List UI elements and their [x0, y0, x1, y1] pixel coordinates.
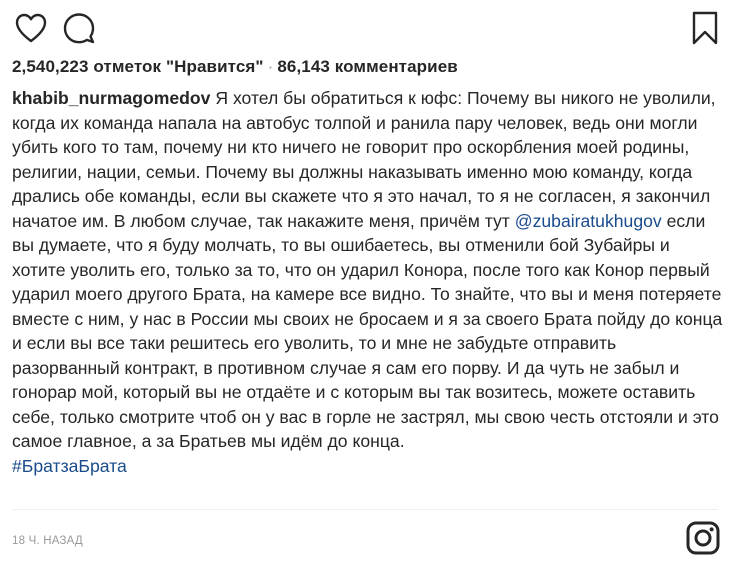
caption-text-part1: Я хотел бы обратиться к юфс: Почему вы никого не уволили, когда их команда напала на автобус толпой и ранила пару человек, ведь они могли убить кого то там, почему ни кто ничего не говорит про оскорбления моей родины, религии, нации, семьи. Почему вы должны наказывать именно мою команду, когда дрались обе команды, если вы скажете что я это начал, то я не согласен, я закончил начатое им. В любом случае, так накажите меня, причём тут: [12, 88, 716, 231]
post-stats: [12, 57, 458, 77]
instagram-icon[interactable]: [686, 521, 720, 555]
comments-count[interactable]: 86,143 комментариев: [277, 57, 458, 76]
footer-divider: [12, 509, 718, 510]
post-actions-bar: [11, 8, 719, 48]
heart-icon[interactable]: [11, 8, 51, 48]
speech-bubble-icon[interactable]: [59, 8, 99, 48]
stats-separator: ·: [267, 57, 274, 76]
mention-link[interactable]: @zubairatukhugov: [514, 210, 662, 231]
likes-count[interactable]: 2,540,223 отметок "Нравится": [12, 57, 264, 76]
post-timestamp[interactable]: 18 Ч. НАЗАД: [12, 535, 83, 547]
bookmark-icon[interactable]: [685, 8, 725, 48]
caption-text-part2: если вы думаете, что я буду молчать, то вы ошибаетесь, вы отменили бой Зубайры и хотите уволить его, только за то, что он ударил Конора, после того как Конор первый ударил моего другого Брата, на камере все видно. То знайте, что вы и меня потеряете вместе с ним, у нас в России мы своих не бросаем и я за своего Брата пойду до конца и если вы все таки решитесь его уволить, то и мне не забудьте отправить разорванный контракт, в противном случае я сам его порву. И да чуть не забыл и гонорар мой, который вы не отдаёте и с которым вы так возитесь, можете оставить себе, только смотрите чтоб он у вас в горле не застрял, мы свою честь отстояли и это самое главное, а за Братьев мы идём до конца.: [12, 210, 723, 451]
post-caption: [12, 86, 724, 478]
author-username-link[interactable]: khabib_nurmagomedov: [12, 88, 211, 108]
hashtag-link[interactable]: #БратзаБрата: [12, 455, 127, 476]
